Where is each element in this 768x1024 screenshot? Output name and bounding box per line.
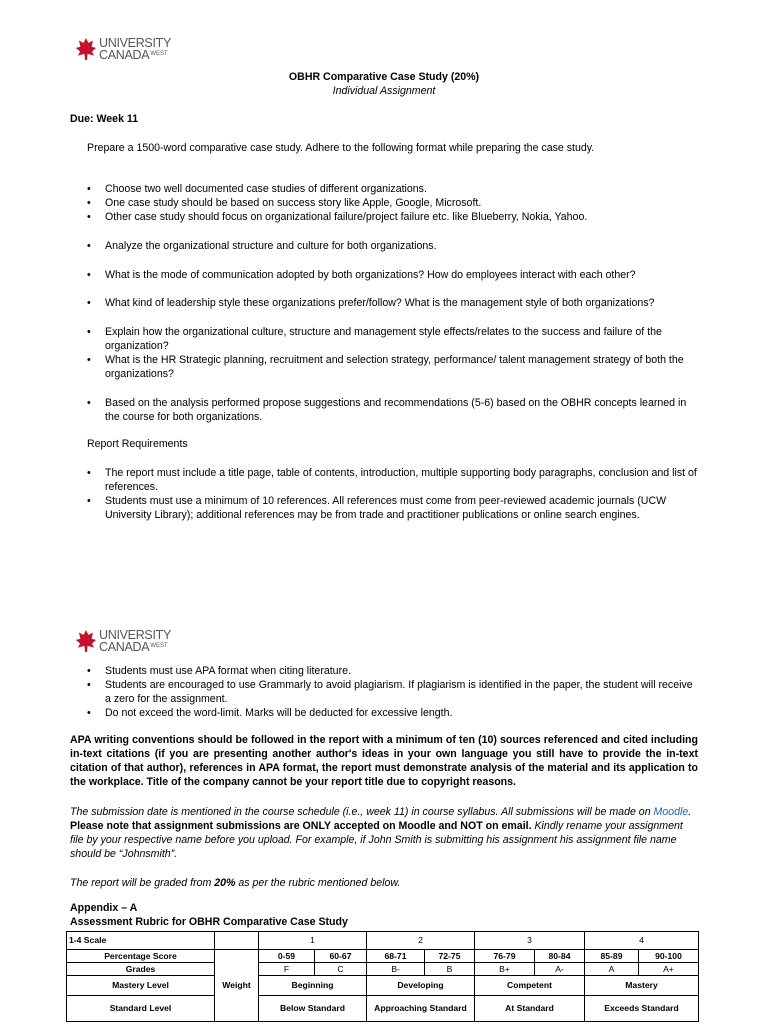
level-1: 1 (259, 932, 367, 950)
table-cell: 85-89 (585, 950, 639, 963)
table-row (67, 996, 699, 1022)
rubric-title: Assessment Rubric for OBHR Comparative Case Study (70, 916, 348, 928)
table-cell: A+ (639, 963, 699, 976)
list-item: • Explain how the organizational culture, structure and management style effects/relates to the success and failure of the organization? (87, 325, 697, 353)
maple-leaf-icon (76, 38, 96, 60)
table-cell: Approaching Standard (367, 996, 475, 1022)
table-cell: Developing (367, 976, 475, 996)
table-cell: 60-67 (315, 950, 367, 963)
table-row (67, 950, 699, 963)
submission-paragraph: The submission date is mentioned in the course schedule (i.e., week 11) in course syllabus. All submissions will be made on Moodle. Please note that assignment submissions are ONLY accepted on Moodle and NOT on email. Kindly rename your assignment file by your respective name before you upload. For example, if John Smith is submitting his assignment his assignment file name should be “Johnsmith”. (70, 806, 692, 860)
logo-line3: WEST (150, 643, 168, 649)
grades-label: Grades (67, 963, 215, 976)
logo-line2: CANADA (99, 640, 150, 654)
assessment-rubric-table (66, 931, 699, 1022)
university-logo (76, 38, 171, 61)
standard-label: Standard Level (67, 996, 215, 1022)
grading-note: The report will be graded from 20% as per the rubric mentioned below. (70, 877, 401, 889)
list-item: • Students must use APA format when citing literature. (87, 664, 697, 678)
list-item: • One case study should be based on success story like Apple, Google, Microsoft. (87, 196, 697, 210)
list-item: • Other case study should focus on organizational failure/project failure etc. like Blueberry, Nokia, Yahoo. (87, 210, 697, 224)
apa-paragraph: APA writing conventions should be followed in the report with a minimum of ten (10) sources referenced and cited including in-text citations (if you are presenting another author's ideas in your own language you still have to provide the in-text citation of that author), references in APA format, the report must demonstrate analysis of the material and its application to the workplace. Title of the company cannot be your report title due to copyright reasons. (70, 734, 698, 788)
table-cell: B+ (475, 963, 535, 976)
table-cell: 76-79 (475, 950, 535, 963)
table-row (67, 963, 699, 976)
list-item: • What kind of leadership style these organizations prefer/follow? What is the management style of both organizations? (87, 296, 697, 310)
list-item: • Choose two well documented case studies of different organizations. (87, 182, 697, 196)
table-cell: B- (367, 963, 425, 976)
table-cell: At Standard (475, 996, 585, 1022)
table-cell: 72-75 (425, 950, 475, 963)
list-item: • Based on the analysis performed propose suggestions and recommendations (5-6) based on the OBHR concepts learned in the course for both organizations. (87, 396, 697, 424)
table-cell: Competent (475, 976, 585, 996)
list-item: • Students must use a minimum of 10 references. All references must come from peer-reviewed academic journals (UCW University Library); additional references may be from trade and practitioner publications or online search engines. (87, 494, 697, 522)
list-item: • What is the mode of communication adopted by both organizations? How do employees interact with each other? (87, 268, 697, 282)
percentage-label: Percentage Score (67, 950, 215, 963)
level-2: 2 (367, 932, 475, 950)
due-date: Due: Week 11 (70, 113, 139, 125)
document-title: OBHR Comparative Case Study (20%) (288, 71, 480, 83)
weight-header: Weight (215, 950, 259, 1022)
logo-line1: UNIVERSITY (99, 36, 172, 50)
logo-line3: WEST (150, 51, 168, 57)
table-cell: 0-59 (259, 950, 315, 963)
list-item: • What is the HR Strategic planning, recruitment and selection strategy, performance/ talent management strategy of both the organizations? (87, 353, 697, 381)
table-cell: A- (535, 963, 585, 976)
intro-text: Prepare a 1500-word comparative case study. Adhere to the following format while preparing the case study. (87, 142, 595, 154)
table-cell: A (585, 963, 639, 976)
table-row (67, 976, 699, 996)
list-item: • The report must include a title page, table of contents, introduction, multiple supporting body paragraphs, conclusion and list of references. (87, 466, 697, 494)
table-cell: C (315, 963, 367, 976)
table-cell: Below Standard (259, 996, 367, 1022)
level-4: 4 (585, 932, 699, 950)
table-cell: F (259, 963, 315, 976)
list-item: • Students are encouraged to use Grammarly to avoid plagiarism. If plagiarism is identified in the paper, the student will receive a zero for the assignment. (87, 678, 697, 706)
logo-line2: CANADA (99, 48, 150, 62)
level-3: 3 (475, 932, 585, 950)
table-row (67, 932, 699, 950)
university-logo (76, 630, 171, 653)
maple-leaf-icon (76, 630, 96, 652)
report-requirements-heading: Report Requirements (87, 438, 188, 450)
scale-label: 1-4 Scale (67, 932, 215, 950)
submission-note: Please note that assignment submissions are ONLY accepted on Moodle and NOT on email. (70, 820, 532, 832)
appendix-heading: Appendix – A (70, 902, 138, 914)
table-cell: 68-71 (367, 950, 425, 963)
list-item: • Do not exceed the word-limit. Marks will be deducted for excessive length. (87, 706, 697, 720)
table-cell: B (425, 963, 475, 976)
table-cell: 90-100 (639, 950, 699, 963)
table-cell: Beginning (259, 976, 367, 996)
mastery-label: Mastery Level (67, 976, 215, 996)
document-subtitle: Individual Assignment (332, 85, 436, 97)
moodle-link[interactable]: Moodle (653, 806, 689, 818)
table-cell: 80-84 (535, 950, 585, 963)
logo-line1: UNIVERSITY (99, 628, 172, 642)
table-cell: Exceeds Standard (585, 996, 699, 1022)
list-item: • Analyze the organizational structure and culture for both organizations. (87, 239, 697, 253)
table-cell: Mastery (585, 976, 699, 996)
